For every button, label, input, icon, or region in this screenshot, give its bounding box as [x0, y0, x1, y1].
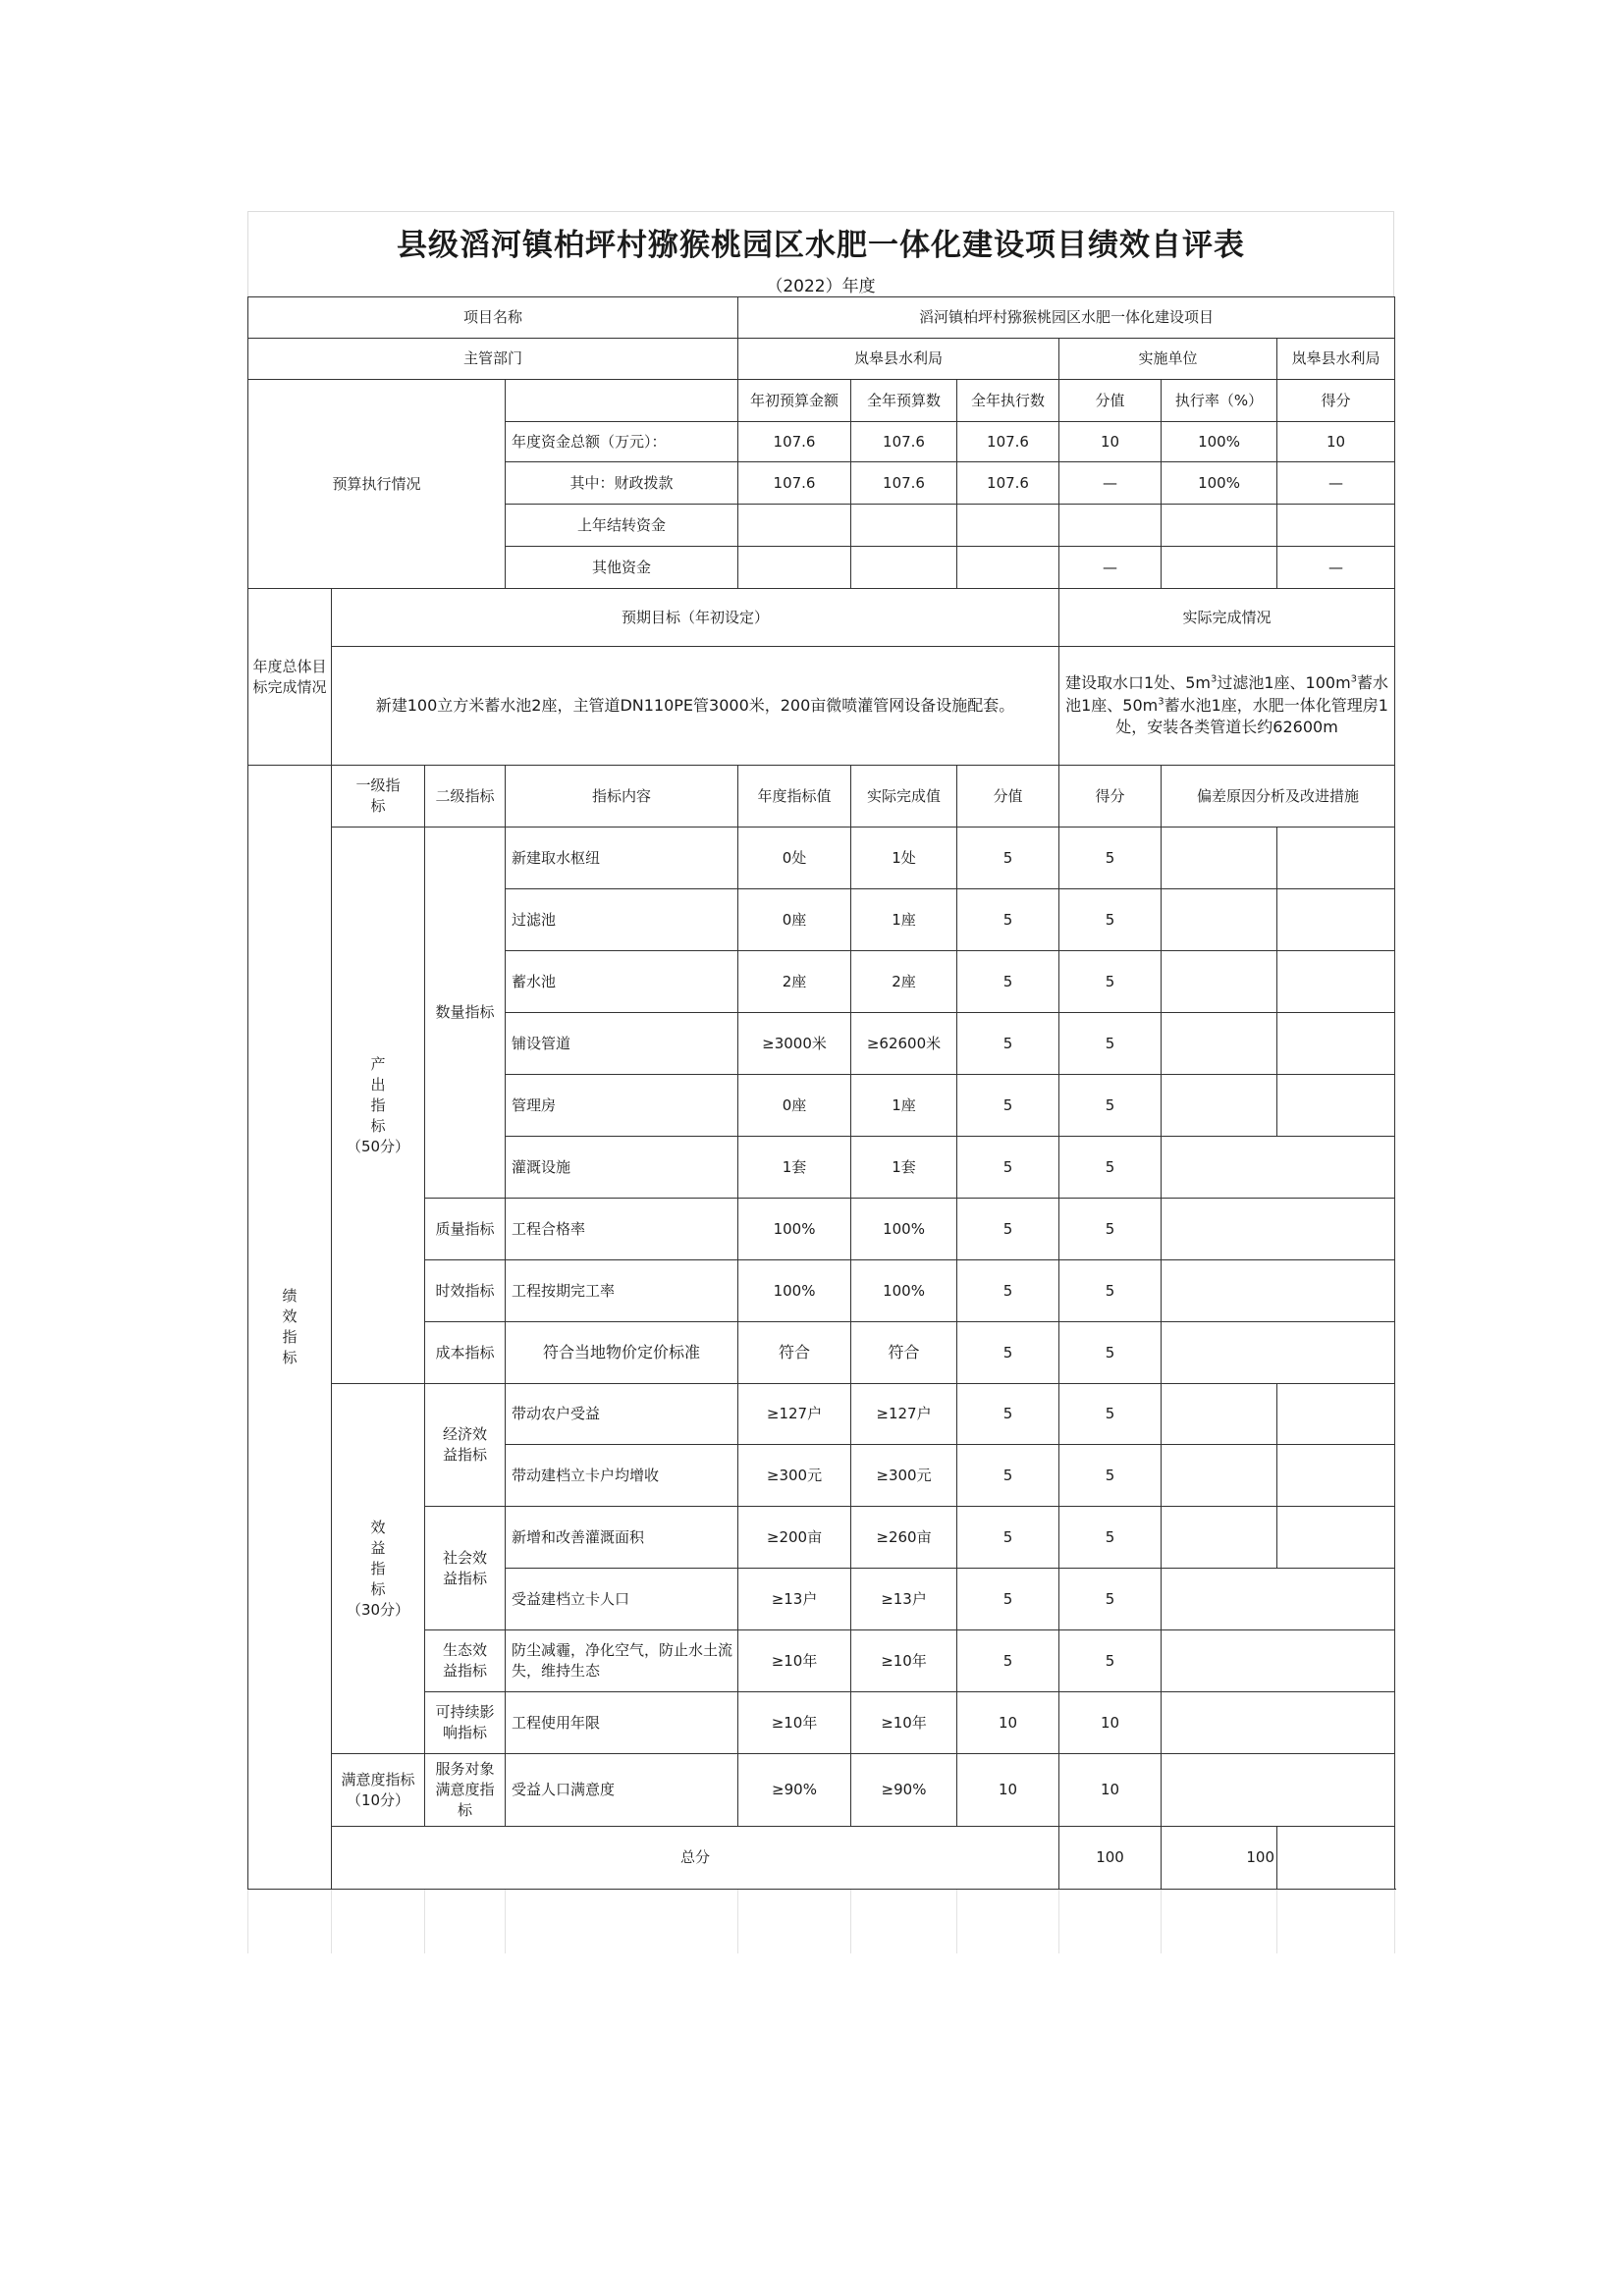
indicator-got: 5 [1059, 1075, 1162, 1137]
indicator-actual: ≥62600米 [851, 1013, 957, 1075]
perf-header: 实际完成值 [851, 766, 957, 828]
project-name-label: 项目名称 [248, 297, 738, 339]
perf-header-row [248, 766, 1395, 828]
budget-cell [851, 547, 957, 589]
indicator-score: 5 [957, 951, 1059, 1013]
indicator-got: 10 [1059, 1754, 1162, 1827]
budget-cell: — [1277, 462, 1395, 505]
indicator-target: 0座 [738, 1075, 851, 1137]
budget-row-label: 其他资金 [506, 547, 738, 589]
deviation-cell [1162, 1692, 1395, 1754]
deviation-cell [1162, 1137, 1395, 1199]
budget-cell [738, 547, 851, 589]
budget-cell: 107.6 [957, 462, 1059, 505]
goal-label: 年度总体目标完成情况 [248, 589, 332, 766]
indicator-actual: 1座 [851, 1075, 957, 1137]
goal-actual-text [1059, 647, 1395, 766]
indicator-content: 铺设管道 [506, 1013, 738, 1075]
indicator-got: 5 [1059, 951, 1162, 1013]
budget-header: 分值 [1059, 380, 1162, 422]
indicator-target: ≥127户 [738, 1384, 851, 1445]
indicator-got: 5 [1059, 1137, 1162, 1199]
evaluation-table [247, 296, 1395, 1890]
budget-cell [851, 505, 957, 547]
budget-label: 预算执行情况 [248, 380, 506, 589]
indicator-content: 受益建档立卡人口 [506, 1569, 738, 1630]
goal-expected-label: 预期目标（年初设定） [332, 589, 1059, 647]
budget-cell: 107.6 [738, 462, 851, 505]
table-row [248, 828, 1395, 889]
deviation-cell [1162, 1013, 1277, 1075]
budget-cell [738, 505, 851, 547]
indicator-score: 5 [957, 1013, 1059, 1075]
indicator-score: 5 [957, 1199, 1059, 1260]
table-row [248, 1754, 1395, 1827]
indicator-target: 1套 [738, 1137, 851, 1199]
budget-cell: 10 [1059, 422, 1162, 462]
deviation-cell [1277, 951, 1395, 1013]
indicator-score: 5 [957, 1260, 1059, 1322]
indicator-score: 5 [957, 1322, 1059, 1384]
satisfaction-level1-label: 满意度指标（10分） [332, 1754, 425, 1827]
indicator-target: 2座 [738, 951, 851, 1013]
indicator-content: 蓄水池 [506, 951, 738, 1013]
deviation-cell [1277, 889, 1395, 951]
perf-header: 年度指标值 [738, 766, 851, 828]
deviation-cell [1162, 1322, 1395, 1384]
time-indicator-label: 时效指标 [425, 1260, 506, 1322]
budget-header: 年初预算金额 [738, 380, 851, 422]
budget-cell: 100% [1162, 422, 1277, 462]
goal-content-row [248, 647, 1395, 766]
impl-label: 实施单位 [1059, 339, 1277, 380]
indicator-score: 10 [957, 1692, 1059, 1754]
indicator-actual: ≥13户 [851, 1569, 957, 1630]
indicator-actual: ≥10年 [851, 1630, 957, 1692]
indicator-content: 灌溉设施 [506, 1137, 738, 1199]
budget-header: 得分 [1277, 380, 1395, 422]
goal-actual-label: 实际完成情况 [1059, 589, 1395, 647]
indicator-target: 100% [738, 1199, 851, 1260]
evaluation-sheet [247, 211, 1394, 1953]
total-got: 100 [1162, 1827, 1277, 1890]
deviation-cell [1162, 951, 1277, 1013]
budget-blank-header [506, 380, 738, 422]
indicator-content: 过滤池 [506, 889, 738, 951]
indicator-target: 符合 [738, 1322, 851, 1384]
indicator-actual: 符合 [851, 1322, 957, 1384]
benefit-label-score: （30分） [346, 1600, 410, 1619]
indicator-actual: ≥127户 [851, 1384, 957, 1445]
dept-value: 岚皋县水利局 [738, 339, 1059, 380]
indicator-target: 0处 [738, 828, 851, 889]
impl-value: 岚皋县水利局 [1277, 339, 1395, 380]
indicator-score: 5 [957, 1507, 1059, 1569]
budget-header: 执行率（%） [1162, 380, 1277, 422]
social-indicator-label: 社会效益指标 [425, 1507, 506, 1630]
indicator-score: 5 [957, 1630, 1059, 1692]
indicator-actual: 2座 [851, 951, 957, 1013]
deviation-cell [1162, 1754, 1395, 1827]
indicator-target: 100% [738, 1260, 851, 1322]
indicator-content: 工程按期完工率 [506, 1260, 738, 1322]
budget-cell: — [1059, 547, 1162, 589]
deviation-cell [1162, 1445, 1277, 1507]
indicator-actual: ≥90% [851, 1754, 957, 1827]
goal-actual-part: 蓄水池1座、50m [1065, 673, 1389, 715]
budget-cell [1277, 505, 1395, 547]
budget-row-label: 上年结转资金 [506, 505, 738, 547]
perf-header: 指标内容 [506, 766, 738, 828]
indicator-target: ≥10年 [738, 1692, 851, 1754]
indicator-score: 10 [957, 1754, 1059, 1827]
indicator-content: 受益人口满意度 [506, 1754, 738, 1827]
deviation-cell [1277, 1013, 1395, 1075]
indicator-content: 新建取水枢纽 [506, 828, 738, 889]
indicator-got: 5 [1059, 1630, 1162, 1692]
deviation-cell [1162, 889, 1277, 951]
indicator-got: 5 [1059, 1260, 1162, 1322]
indicator-score: 5 [957, 1137, 1059, 1199]
indicator-actual: ≥300元 [851, 1445, 957, 1507]
indicator-score: 5 [957, 1569, 1059, 1630]
indicator-got: 5 [1059, 1322, 1162, 1384]
indicator-content: 带动建档立卡户均增收 [506, 1445, 738, 1507]
indicator-actual: 100% [851, 1199, 957, 1260]
perf-header: 一级指标 [332, 766, 425, 828]
cost-indicator-label: 成本指标 [425, 1322, 506, 1384]
goal-expected-text: 新建100立方米蓄水池2座，主管道DN110PE管3000米，200亩微喷灌管网设备设施配套。 [332, 647, 1059, 766]
benefit-label-text: 效益指标 [370, 1518, 386, 1598]
indicator-got: 5 [1059, 1507, 1162, 1569]
output-label-score: （50分） [346, 1137, 410, 1155]
budget-cell: 10 [1277, 422, 1395, 462]
deviation-cell [1277, 1507, 1395, 1569]
deviation-cell [1162, 1630, 1395, 1692]
deviation-cell [1162, 828, 1277, 889]
benefit-level1-label [332, 1384, 425, 1754]
indicator-content: 防尘减霾，净化空气，防止水土流失，维持生态 [506, 1630, 738, 1692]
total-remark [1277, 1827, 1395, 1890]
budget-cell [1059, 505, 1162, 547]
budget-cell [1162, 505, 1277, 547]
deviation-cell [1162, 1260, 1395, 1322]
indicator-score: 5 [957, 1445, 1059, 1507]
total-label: 总分 [332, 1827, 1059, 1890]
indicator-content: 带动农户受益 [506, 1384, 738, 1445]
budget-cell: — [1277, 547, 1395, 589]
budget-cell: 107.6 [851, 422, 957, 462]
sustain-indicator-label: 可持续影响指标 [425, 1692, 506, 1754]
deviation-cell [1162, 1569, 1395, 1630]
output-level1-label [332, 828, 425, 1384]
dept-row [248, 339, 1395, 380]
indicator-got: 5 [1059, 1384, 1162, 1445]
budget-cell [957, 505, 1059, 547]
deviation-cell [1162, 1507, 1277, 1569]
perf-header: 分值 [957, 766, 1059, 828]
budget-cell: 107.6 [738, 422, 851, 462]
total-row [248, 1827, 1395, 1890]
indicator-actual: 100% [851, 1260, 957, 1322]
indicator-actual: 1套 [851, 1137, 957, 1199]
indicator-got: 10 [1059, 1692, 1162, 1754]
indicator-score: 5 [957, 828, 1059, 889]
project-name-value: 滔河镇柏坪村猕猴桃园区水肥一体化建设项目 [738, 297, 1395, 339]
indicator-got: 5 [1059, 1445, 1162, 1507]
indicator-actual: 1座 [851, 889, 957, 951]
indicator-content: 工程合格率 [506, 1199, 738, 1260]
perf-header: 二级指标 [425, 766, 506, 828]
indicator-got: 5 [1059, 1199, 1162, 1260]
econ-indicator-label: 经济效益指标 [425, 1384, 506, 1507]
total-score: 100 [1059, 1827, 1162, 1890]
perf-label: 绩效指标 [248, 766, 332, 1890]
budget-header: 全年预算数 [851, 380, 957, 422]
indicator-actual: ≥260亩 [851, 1507, 957, 1569]
service-indicator-label: 服务对象满意度指标 [425, 1754, 506, 1827]
budget-cell [957, 547, 1059, 589]
eco-indicator-label: 生态效益指标 [425, 1630, 506, 1692]
indicator-target: ≥90% [738, 1754, 851, 1827]
cubic-superscript: 3 [1210, 674, 1218, 686]
quantity-indicator-label: 数量指标 [425, 828, 506, 1199]
goal-actual-part: 过滤池1座、100m [1217, 673, 1351, 693]
table-row [248, 1384, 1395, 1445]
perf-header: 偏差原因分析及改进措施 [1162, 766, 1395, 828]
budget-cell: 107.6 [957, 422, 1059, 462]
indicator-score: 5 [957, 1384, 1059, 1445]
indicator-score: 5 [957, 889, 1059, 951]
year-subtitle: （2022）年度 [247, 271, 1394, 296]
budget-row-label: 其中：财政拨款 [506, 462, 738, 505]
budget-cell: 107.6 [851, 462, 957, 505]
indicator-content: 管理房 [506, 1075, 738, 1137]
indicator-target: ≥300元 [738, 1445, 851, 1507]
indicator-target: ≥3000米 [738, 1013, 851, 1075]
indicator-content: 符合当地物价定价标准 [506, 1322, 738, 1384]
blank-row [248, 1890, 1395, 1953]
budget-header: 全年执行数 [957, 380, 1059, 422]
deviation-cell [1162, 1199, 1395, 1260]
indicator-got: 5 [1059, 1569, 1162, 1630]
goal-actual-part: 建设取水口1处、5m [1065, 673, 1211, 693]
deviation-cell [1162, 1075, 1277, 1137]
indicator-actual: ≥10年 [851, 1692, 957, 1754]
page-title: 县级滔河镇柏坪村猕猴桃园区水肥一体化建设项目绩效自评表 [247, 211, 1394, 271]
deviation-cell [1277, 828, 1395, 889]
budget-cell: — [1059, 462, 1162, 505]
deviation-cell [1277, 1075, 1395, 1137]
indicator-target: ≥13户 [738, 1569, 851, 1630]
indicator-got: 5 [1059, 828, 1162, 889]
indicator-content: 工程使用年限 [506, 1692, 738, 1754]
cubic-superscript: 3 [1350, 674, 1358, 686]
goal-actual-part: 蓄水池1座，水肥一体化管理房1处，安装各类管道长约62600m [1115, 695, 1388, 737]
indicator-target: ≥200亩 [738, 1507, 851, 1569]
goal-header-row [248, 589, 1395, 647]
perf-header: 得分 [1059, 766, 1162, 828]
dept-label: 主管部门 [248, 339, 738, 380]
deviation-cell [1162, 1384, 1277, 1445]
budget-cell [1162, 547, 1277, 589]
budget-row-label: 年度资金总额（万元）： [506, 422, 738, 462]
trailing-gridlines [247, 1890, 1395, 1953]
quality-indicator-label: 质量指标 [425, 1199, 506, 1260]
project-name-row [248, 297, 1395, 339]
indicator-target: 0座 [738, 889, 851, 951]
indicator-content: 新增和改善灌溉面积 [506, 1507, 738, 1569]
indicator-actual: 1处 [851, 828, 957, 889]
deviation-cell [1277, 1445, 1395, 1507]
cubic-superscript: 3 [1158, 696, 1164, 708]
indicator-target: ≥10年 [738, 1630, 851, 1692]
indicator-got: 5 [1059, 1013, 1162, 1075]
deviation-cell [1277, 1384, 1395, 1445]
indicator-score: 5 [957, 1075, 1059, 1137]
budget-header-row [248, 380, 1395, 422]
budget-cell: 100% [1162, 462, 1277, 505]
output-label-text: 产出指标 [370, 1054, 386, 1135]
indicator-got: 5 [1059, 889, 1162, 951]
